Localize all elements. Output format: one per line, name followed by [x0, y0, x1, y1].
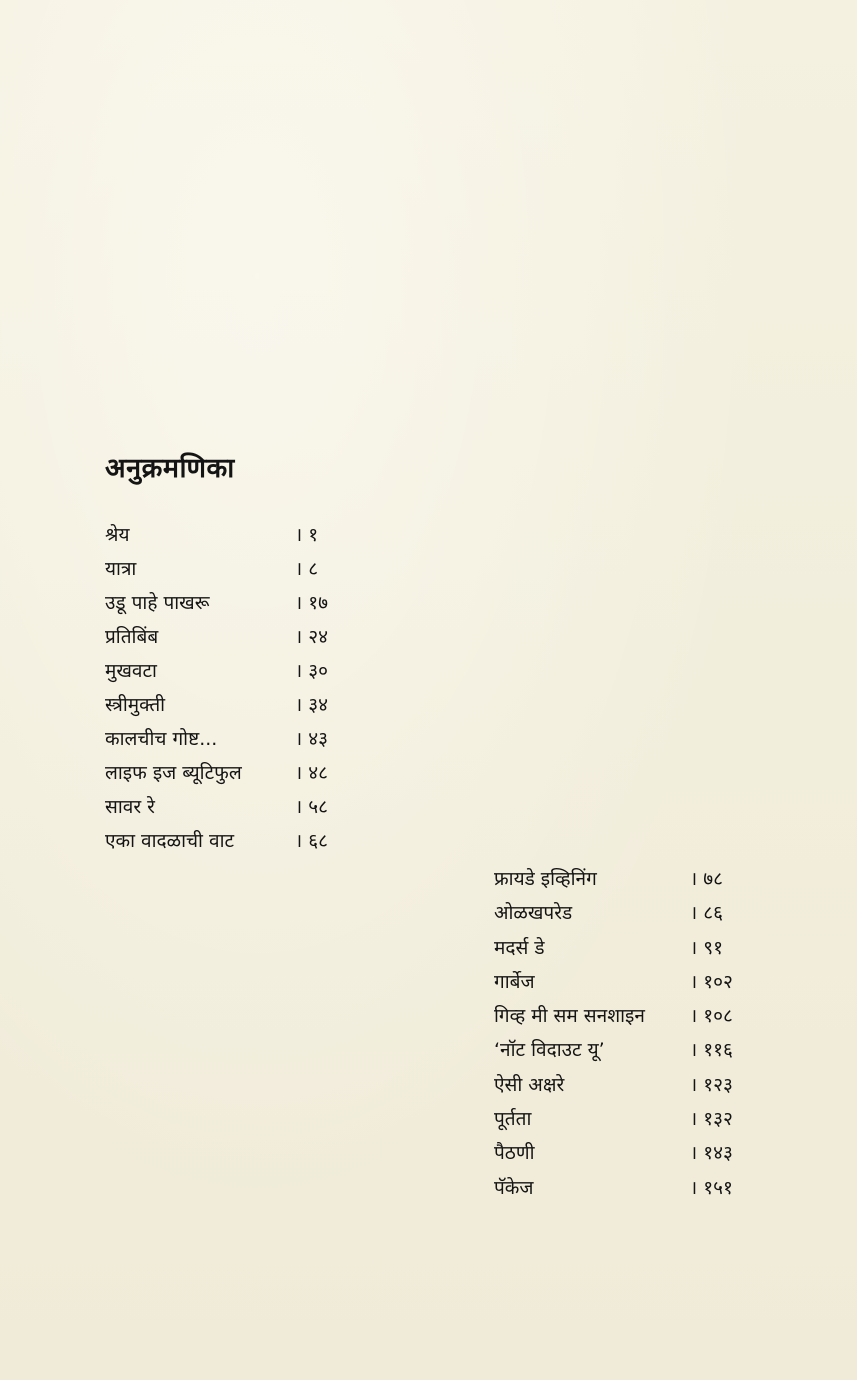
toc-entry-page: । ८ — [295, 558, 319, 580]
toc-entry-title: उडू पाहे पाखरू — [105, 592, 210, 614]
toc-entry-title: ‘नॉट विदाउट यू’ — [494, 1039, 605, 1062]
toc-entry-title: स्त्रीमुक्ती — [105, 694, 166, 716]
toc-entry-title: पैठणी — [494, 1142, 535, 1165]
page-title: अनुक्रमणिका — [105, 453, 235, 484]
toc-entry-title: एका वादळाची वाट — [105, 830, 235, 852]
toc-entry-title: पॅकेज — [494, 1176, 534, 1199]
toc-entry-page: । ९१ — [690, 936, 724, 959]
toc-entry — [105, 586, 345, 620]
toc-entry — [494, 999, 764, 1033]
toc-entry-page: । १५१ — [690, 1176, 733, 1199]
toc-entry-page: । ५८ — [295, 796, 329, 818]
toc-entry — [105, 756, 345, 790]
toc-entry-title: ऐसी अक्षरे — [494, 1073, 565, 1096]
toc-entry-title: मदर्स डे — [494, 936, 545, 959]
toc-entry-title: फ्रायडे इव्हिनिंग — [494, 868, 597, 890]
toc-entry-page: । १४३ — [690, 1142, 733, 1165]
toc-entry-page: । ३४ — [295, 694, 329, 716]
toc-entry-page: । ८६ — [690, 902, 724, 925]
toc-entry-title: प्रतिबिंब — [105, 626, 159, 648]
toc-entry — [494, 1033, 764, 1067]
toc-entry-title: सावर रे — [105, 796, 155, 818]
toc-entry-page: । ७८ — [690, 868, 724, 890]
toc-entry — [494, 862, 764, 896]
toc-entry-page: । ३० — [295, 660, 329, 682]
toc-entry-page: । १७ — [295, 592, 329, 614]
toc-entry — [105, 552, 345, 586]
toc-entry — [105, 824, 345, 858]
toc-entry — [494, 931, 764, 965]
toc-entry-page: । १२३ — [690, 1073, 733, 1096]
toc-entry-title: यात्रा — [105, 558, 137, 580]
toc-entry-page: । २४ — [295, 626, 329, 648]
toc-entry — [105, 722, 345, 756]
toc-entry-title: पूर्तता — [494, 1108, 532, 1131]
toc-entry-title: गिव्ह मी सम सनशाइन — [494, 1005, 645, 1028]
toc-entry-page: । ४३ — [295, 728, 329, 750]
toc-entry — [494, 965, 764, 999]
toc-entry-page: । १३२ — [690, 1108, 733, 1131]
toc-entry-page: । १०२ — [690, 970, 733, 993]
toc-entry — [105, 790, 345, 824]
toc-entry-title: मुखवटा — [105, 660, 157, 682]
toc-entry — [494, 1068, 764, 1102]
toc-list-right — [494, 862, 764, 1205]
toc-entry — [105, 688, 345, 722]
toc-entry — [105, 620, 345, 654]
toc-entry-title: गार्बेज — [494, 970, 535, 993]
toc-entry — [494, 1102, 764, 1136]
toc-entry-title: कालचीच गोष्ट... — [105, 728, 218, 750]
toc-entry-page: । १०८ — [690, 1005, 733, 1028]
toc-entry — [494, 1136, 764, 1170]
toc-entry — [105, 518, 345, 552]
toc-entry-page: । ६८ — [295, 830, 329, 852]
toc-entry — [494, 1171, 764, 1205]
toc-entry-title: लाइफ इज ब्यूटिफुल — [105, 762, 242, 784]
toc-list-left — [105, 518, 345, 858]
toc-entry-page: । ११६ — [690, 1039, 733, 1062]
toc-entry — [494, 896, 764, 930]
toc-entry-title: ओळखपरेड — [494, 902, 573, 925]
toc-entry-title: श्रेय — [105, 524, 130, 546]
toc-entry — [105, 654, 345, 688]
toc-entry-page: । ४८ — [295, 762, 329, 784]
toc-entry-page: । १ — [295, 524, 319, 546]
